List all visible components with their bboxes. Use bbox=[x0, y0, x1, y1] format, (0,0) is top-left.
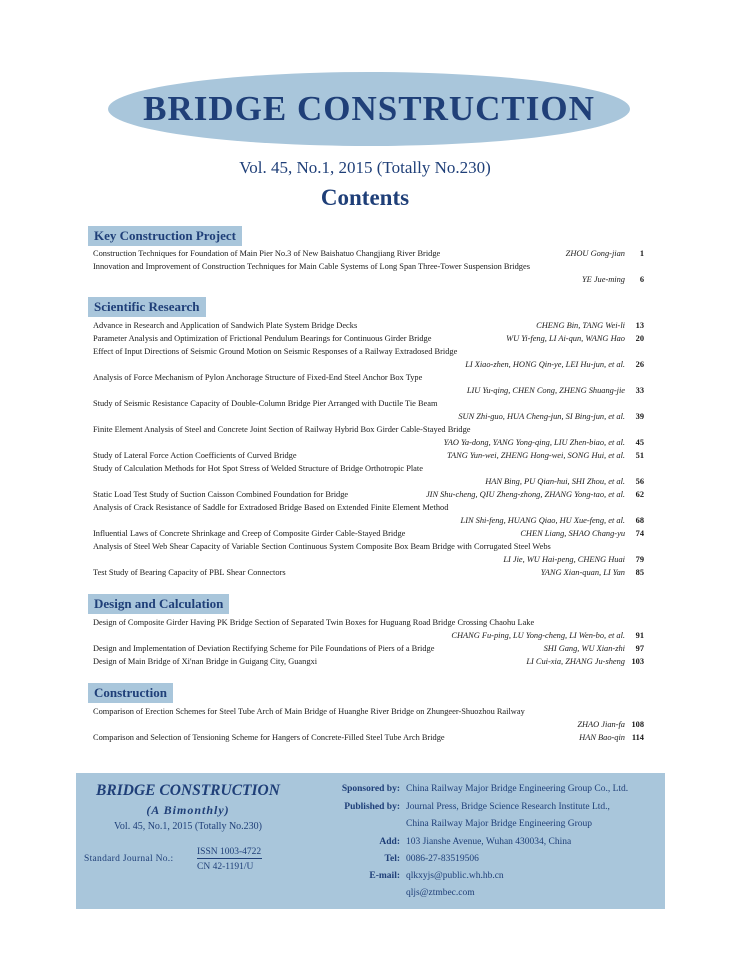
article-title: Parameter Analysis and Optimization of Frictional Pendulum Bearings for Continuous Girder Bridge bbox=[93, 334, 432, 343]
published-value-continued: China Railway Major Bridge Engineering Group bbox=[406, 819, 593, 829]
toc-line[interactable] bbox=[93, 489, 644, 501]
toc-line[interactable] bbox=[93, 719, 644, 731]
article-authors: ZHAO Jian-fa bbox=[577, 720, 625, 729]
article-authors: LIN Shi-feng, HUANG Qiao, HU Xue-feng, et al. bbox=[460, 516, 625, 525]
article-authors: CHENG Bin, TANG Wei-li bbox=[536, 321, 625, 330]
article-title: Analysis of Force Mechanism of Pylon Anchorage Structure of Fixed-End Steel Anchor Box Type bbox=[93, 373, 423, 382]
toc-line[interactable] bbox=[93, 732, 644, 744]
article-page: 56 bbox=[635, 477, 644, 486]
toc-line[interactable] bbox=[93, 643, 644, 655]
toc-line[interactable] bbox=[93, 567, 644, 579]
toc-line[interactable] bbox=[93, 333, 644, 345]
article-authors: LI Jie, WU Hai-peng, CHENG Huai bbox=[503, 555, 625, 564]
sponsored-value: China Railway Major Bridge Engineering Group Co., Ltd. bbox=[406, 784, 629, 794]
telephone-label: Tel: bbox=[384, 854, 400, 864]
article-authors: TANG Yun-wei, ZHENG Hong-wei, SONG Hui, et al. bbox=[447, 451, 625, 460]
article-title: Innovation and Improvement of Construction Techniques for Main Cable Systems of Long Span Three-Tower Suspension Bridges bbox=[93, 262, 530, 271]
article-title: Study of Lateral Force Action Coefficients of Curved Bridge bbox=[93, 451, 297, 460]
section-design-and-calculation: Design and Calculation bbox=[88, 594, 229, 614]
toc-line[interactable] bbox=[93, 528, 644, 540]
contents-heading: Contents bbox=[320, 185, 410, 210]
article-title: Static Load Test Study of Suction Caisson Combined Foundation for Bridge bbox=[93, 490, 349, 499]
article-authors: HAN Bao-qin bbox=[579, 733, 625, 742]
toc-line[interactable] bbox=[93, 463, 644, 475]
article-authors: CHEN Liang, SHAO Chang-yu bbox=[520, 529, 625, 538]
toc-line[interactable] bbox=[93, 274, 644, 286]
published-label: Published by: bbox=[344, 802, 400, 812]
article-title: Design of Composite Girder Having PK Bridge Section of Separated Twin Boxes for Huguang Road Bridge Crossing Chaohu Lake bbox=[93, 618, 535, 627]
article-authors: WU Yi-feng, LI Ai-qun, WANG Hao bbox=[506, 334, 625, 343]
article-page: 68 bbox=[635, 516, 644, 525]
article-page: 26 bbox=[635, 360, 644, 369]
article-title: Study of Calculation Methods for Hot Spot Stress of Welded Structure of Bridge Orthotropic Plate bbox=[93, 464, 423, 473]
article-page: 103 bbox=[631, 657, 644, 666]
footer-volume: Vol. 45, No.1, 2015 (Totally No.230) bbox=[114, 821, 262, 832]
toc-line[interactable] bbox=[93, 656, 644, 668]
article-page: 6 bbox=[639, 275, 644, 284]
toc-line[interactable] bbox=[93, 515, 644, 527]
article-authors: LI Cui-xia, ZHANG Ju-sheng bbox=[526, 657, 625, 666]
toc-line[interactable] bbox=[93, 261, 644, 273]
article-authors: HAN Bing, PU Qian-hui, SHI Zhou, et al. bbox=[485, 477, 625, 486]
article-title: Analysis of Steel Web Shear Capacity of Variable Section Continuous System Composite Box Beam Bridge with Corrugated Steel Webs bbox=[93, 542, 551, 551]
article-authors: YAO Ya-dong, YANG Yong-qing, LIU Zhen-biao, et al. bbox=[443, 438, 625, 447]
email-link-secondary[interactable]: qljs@ztmbec.com bbox=[406, 888, 475, 898]
article-authors: CHANG Fu-ping, LU Yong-cheng, LI Wen-bo, et al. bbox=[451, 631, 625, 640]
section-construction: Construction bbox=[88, 683, 173, 703]
article-page: 39 bbox=[635, 412, 644, 421]
toc-line[interactable] bbox=[93, 630, 644, 642]
article-page: 108 bbox=[631, 720, 644, 729]
toc-line[interactable] bbox=[93, 359, 644, 371]
article-title: Analysis of Crack Resistance of Saddle for Extradosed Bridge Based on Extended Finite Element Method bbox=[93, 503, 449, 512]
telephone-value: 0086-27-83519506 bbox=[406, 854, 479, 864]
toc-line[interactable] bbox=[93, 248, 644, 260]
article-title: Comparison of Erection Schemes for Steel Tube Arch of Main Bridge of Huanghe River Bridge on Zhungeer-Shuozhou Railway bbox=[93, 707, 525, 716]
article-authors: SHI Gang, WU Xian-zhi bbox=[543, 644, 625, 653]
article-page: 1 bbox=[639, 249, 644, 258]
section-key-construction-project: Key Construction Project bbox=[88, 226, 242, 246]
footer-frequency: (A Bimonthly) bbox=[146, 803, 230, 817]
article-page: 91 bbox=[635, 631, 644, 640]
article-page: 114 bbox=[631, 733, 644, 742]
article-page: 33 bbox=[635, 386, 644, 395]
toc-line[interactable] bbox=[93, 346, 644, 358]
article-page: 85 bbox=[635, 568, 644, 577]
article-title: Comparison and Selection of Tensioning Scheme for Hangers of Concrete-Filled Steel Tube Arch Bridge bbox=[93, 733, 445, 742]
article-authors: JIN Shu-cheng, QIU Zheng-zhong, ZHANG Yong-tao, et al. bbox=[425, 490, 625, 499]
toc-line[interactable] bbox=[93, 617, 644, 629]
toc-line[interactable] bbox=[93, 372, 644, 384]
toc-line[interactable] bbox=[93, 437, 644, 449]
footer-journal-title: BRIDGE CONSTRUCTION bbox=[96, 782, 280, 799]
article-page: 74 bbox=[635, 529, 644, 538]
sponsored-label: Sponsored by: bbox=[341, 784, 400, 794]
article-page: 51 bbox=[635, 451, 644, 460]
address-label: Add: bbox=[379, 837, 400, 847]
toc-line[interactable] bbox=[93, 398, 644, 410]
toc-line[interactable] bbox=[93, 554, 644, 566]
article-authors: YANG Xian-quan, LI Yan bbox=[540, 568, 625, 577]
section-scientific-research: Scientific Research bbox=[88, 297, 206, 317]
published-value: Journal Press, Bridge Science Research Institute Ltd., bbox=[406, 802, 610, 812]
article-title: Finite Element Analysis of Steel and Concrete Joint Section of Railway Hybrid Box Girder Cable-Stayed Bridge bbox=[93, 425, 471, 434]
journal-title: BRIDGE CONSTRUCTION bbox=[143, 89, 595, 128]
article-title: Effect of Input Directions of Seismic Ground Motion on Seismic Responses of a Railway Extradosed Bridge bbox=[93, 347, 458, 356]
article-title: Advance in Research and Application of Sandwich Plate System Bridge Decks bbox=[93, 321, 358, 330]
article-title: Test Study of Bearing Capacity of PBL Shear Connectors bbox=[93, 568, 286, 577]
article-page: 13 bbox=[635, 321, 644, 330]
article-authors: SUN Zhi-guo, HUA Cheng-jun, SI Bing-jun, et al. bbox=[458, 412, 625, 421]
email-link[interactable]: qlkxyjs@public.wh.hb.cn bbox=[406, 871, 504, 881]
journal-info-panel bbox=[76, 773, 665, 909]
email-label: E-mail: bbox=[369, 871, 400, 881]
toc-line[interactable] bbox=[93, 424, 644, 436]
article-authors: LI Xiao-zhen, HONG Qin-ye, LEI Hu-jun, et al. bbox=[465, 360, 625, 369]
article-page: 20 bbox=[635, 334, 644, 343]
toc-line[interactable] bbox=[93, 476, 644, 488]
journal-title-banner bbox=[108, 72, 630, 146]
article-title: Construction Techniques for Foundation of Main Pier No.3 of New Baishatuo Changjiang River Bridge bbox=[93, 249, 441, 258]
article-page: 45 bbox=[635, 438, 644, 447]
article-page: 97 bbox=[635, 644, 644, 653]
article-title: Design and Implementation of Deviation Rectifying Scheme for Pile Foundations of Piers of a Bridge bbox=[93, 644, 435, 653]
toc-line[interactable] bbox=[93, 411, 644, 423]
toc-line[interactable] bbox=[93, 450, 644, 462]
issn-number: ISSN 1003-4722 bbox=[197, 847, 262, 857]
cn-number: CN 42-1191/U bbox=[197, 862, 254, 872]
article-page: 79 bbox=[635, 555, 644, 564]
toc-line[interactable] bbox=[93, 706, 644, 718]
article-authors: YE Jue-ming bbox=[581, 275, 625, 284]
article-authors: LIU Yu-qing, CHEN Cong, ZHENG Shuang-jie bbox=[466, 386, 625, 395]
article-authors: ZHOU Gong-jian bbox=[565, 249, 625, 258]
article-title: Influential Laws of Concrete Shrinkage and Creep of Composite Girder Cable-Stayed Bridge bbox=[93, 529, 406, 538]
toc-line[interactable] bbox=[93, 320, 644, 332]
address-value: 103 Jianshe Avenue, Wuhan 430034, China bbox=[406, 837, 572, 847]
toc-line[interactable] bbox=[93, 502, 644, 514]
article-page: 62 bbox=[635, 490, 644, 499]
standard-journal-label: Standard Journal No.: bbox=[84, 854, 174, 864]
article-title: Study of Seismic Resistance Capacity of Double-Column Bridge Pier Arranged with Ductile Tie Beam bbox=[93, 399, 438, 408]
toc-line[interactable] bbox=[93, 385, 644, 397]
article-title: Design of Main Bridge of Xi'nan Bridge in Guigang City, Guangxi bbox=[93, 657, 318, 666]
toc-line[interactable] bbox=[93, 541, 644, 553]
volume-line: Vol. 45, No.1, 2015 (Totally No.230) bbox=[239, 158, 491, 177]
